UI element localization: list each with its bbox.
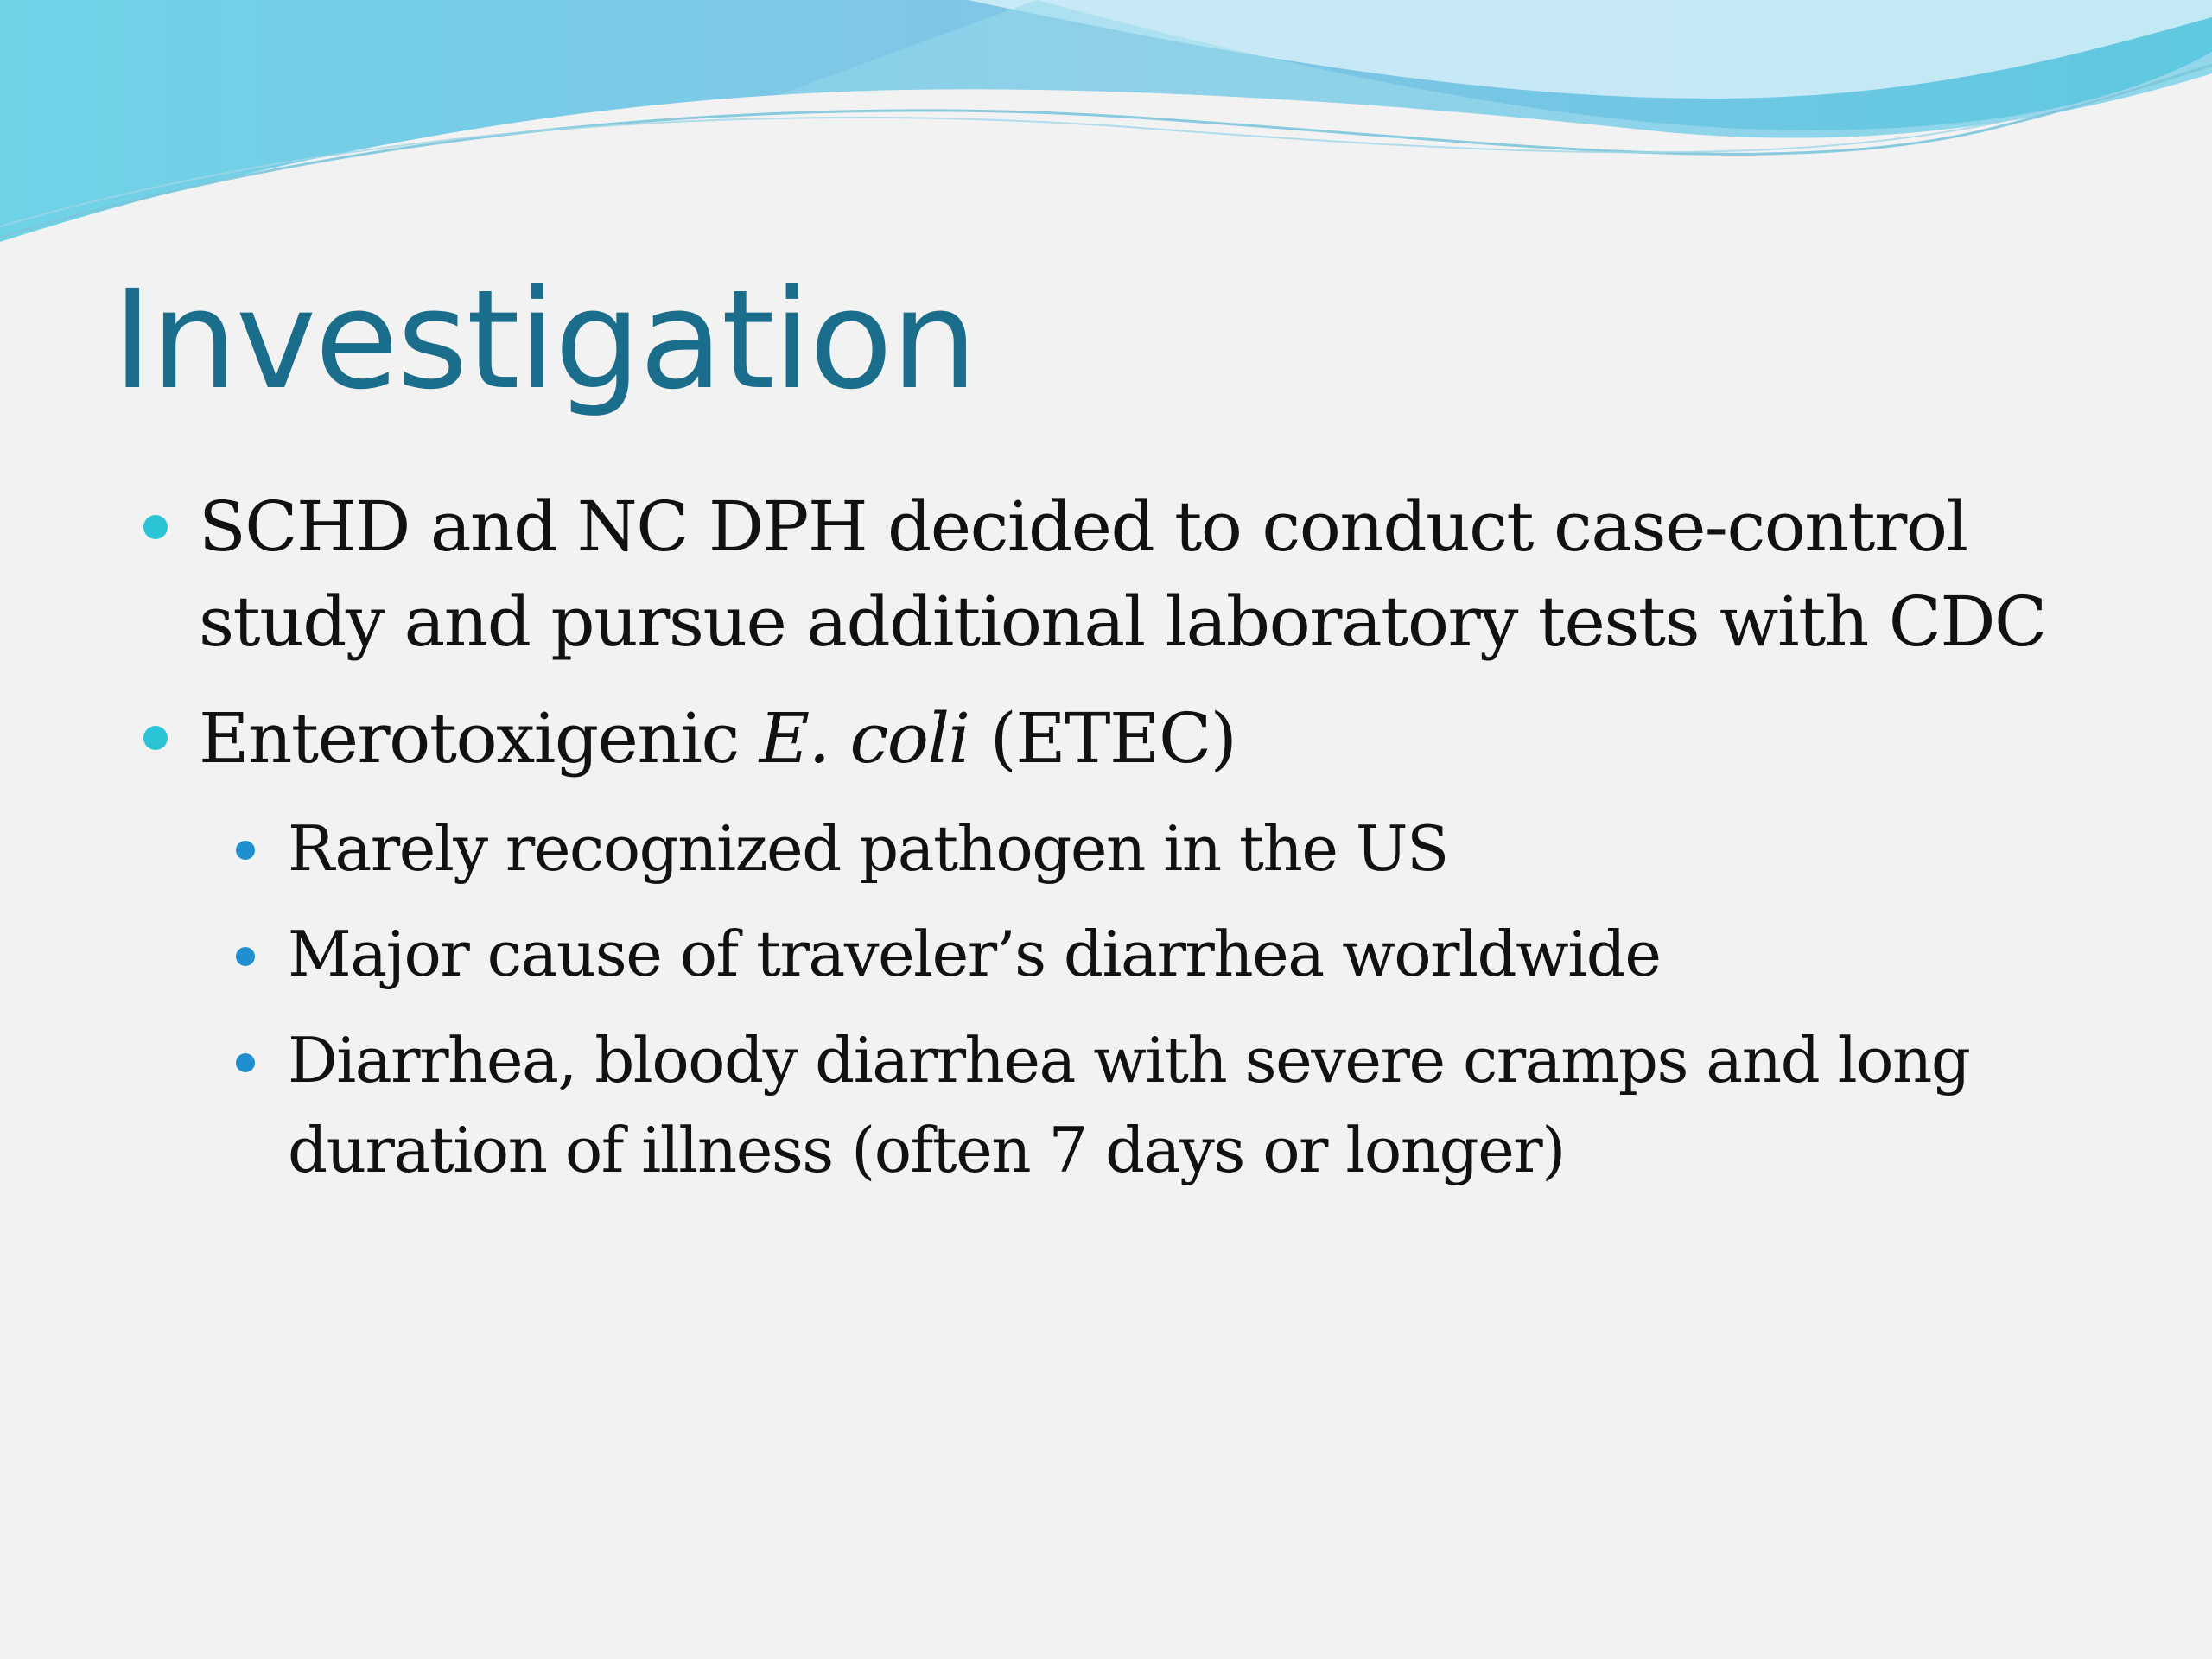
sub-bullet-line: Major cause of traveler’s diarrhea worldwide	[288, 918, 1661, 990]
bullet-suffix: (ETEC)	[969, 698, 1236, 779]
sub-bullet-line: duration of illness (often 7 days or longer)	[288, 1114, 1565, 1186]
bullet-dot	[143, 726, 168, 750]
bullet-prefix: Enterotoxigenic	[199, 698, 760, 779]
sub-bullet-text	[288, 909, 1660, 999]
sub-bullet-dot	[236, 1053, 255, 1072]
header-wave-decoration	[0, 0, 2212, 276]
bullet-text	[199, 480, 2046, 670]
species-name: E. coli	[759, 698, 969, 779]
bullet-line: study and pursue additional laboratory tests with CDC	[199, 582, 2046, 662]
bullet-line: SCHD and NC DPH decided to conduct case-control	[199, 486, 1967, 567]
sub-bullet-dot	[236, 947, 255, 966]
sub-bullet-line: Diarrhea, bloody diarrhea with severe cramps and long	[288, 1024, 1970, 1096]
bullet-dot	[143, 515, 168, 539]
sub-bullet-dot	[236, 841, 255, 860]
bullet-text	[199, 691, 1236, 786]
sub-bullet-text	[288, 804, 1448, 893]
slide-title: Investigation	[112, 261, 976, 420]
sub-bullet-line: Rarely recognized pathogen in the US	[288, 812, 1448, 885]
sub-bullet-text	[288, 1015, 1969, 1195]
